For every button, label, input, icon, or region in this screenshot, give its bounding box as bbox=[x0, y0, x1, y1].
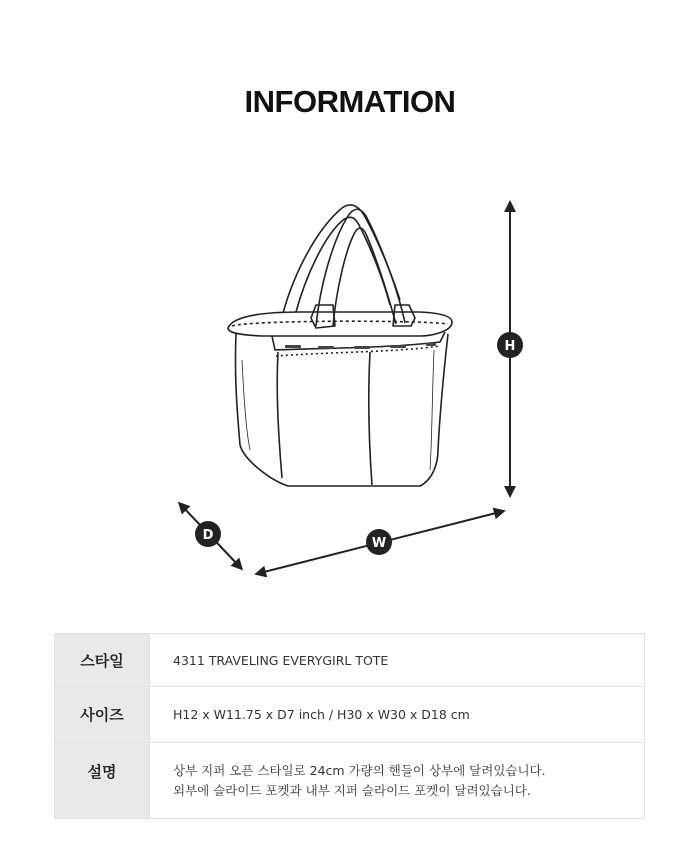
spec-value-style bbox=[150, 634, 645, 687]
spec-label-description: 설명 bbox=[55, 743, 150, 819]
height-marker: H bbox=[504, 339, 516, 354]
spec-label-style: 스타일 bbox=[55, 634, 150, 687]
depth-marker: D bbox=[202, 528, 214, 543]
spec-label-size: 사이즈 bbox=[55, 687, 150, 743]
page-title: INFORMATION bbox=[244, 84, 456, 119]
spec-value-size bbox=[150, 687, 645, 743]
spec-value-line: 4311 TRAVELING EVERYGIRL TOTE bbox=[173, 652, 389, 668]
spec-value-line: 상부 지퍼 오픈 스타일로 24cm 가량의 핸들이 상부에 달려있습니다. bbox=[173, 763, 546, 778]
spec-value-line: H12 x W11.75 x D7 inch / H30 x W30 x D18 cm bbox=[173, 707, 470, 722]
spec-row-size bbox=[55, 687, 645, 743]
spec-row-style bbox=[55, 634, 645, 687]
product-spec-table bbox=[54, 633, 645, 819]
spec-value-description bbox=[150, 743, 645, 819]
spec-value-line: 외부에 슬라이드 포켓과 내부 지퍼 슬라이드 포켓이 달려있습니다. bbox=[173, 783, 531, 798]
tote-bag-illustration bbox=[228, 205, 452, 486]
spec-row-description bbox=[55, 743, 645, 819]
width-marker: W bbox=[371, 536, 387, 551]
